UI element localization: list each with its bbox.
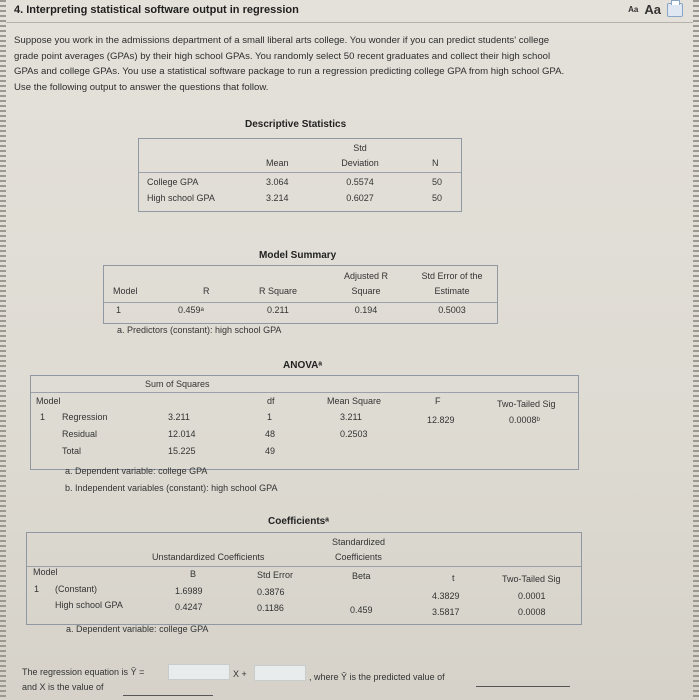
coef-row-sig: 0.0001 (518, 591, 546, 601)
coef-row-t: 3.5817 (432, 607, 460, 617)
anova-row-df: 49 (265, 446, 276, 456)
coef-row-b: 1.6989 (175, 586, 203, 596)
left-border-dots (0, 0, 6, 700)
desc-row-mean: 3.214 (266, 193, 289, 203)
x-value-blank[interactable] (123, 695, 213, 696)
coefficients-divider (27, 566, 581, 567)
anova-row-df: 48 (265, 429, 276, 439)
ms-header-std-error: Std Error of the (421, 271, 483, 281)
coef-header-model: Model (33, 567, 58, 577)
anova-row-ss: 3.211 (168, 412, 190, 422)
equation-x-plus: X + (233, 669, 247, 679)
model-summary-title: Model Summary (259, 250, 337, 261)
desc-header-n: N (432, 158, 439, 168)
ms-header-r: R (203, 286, 210, 296)
print-icon[interactable] (667, 3, 683, 17)
coef-header-sig: Two-Tailed Sig (502, 574, 561, 584)
text-size-large-button[interactable]: Aa (644, 2, 661, 17)
text-size-small-button[interactable]: Aa (628, 5, 639, 14)
ms-note: a. Predictors (constant): high school GPA (117, 325, 282, 335)
ms-header-estimate: Estimate (434, 286, 470, 296)
anova-header-sig: Two-Tailed Sig (497, 399, 556, 409)
coef-row-std-error: 0.3876 (257, 587, 285, 597)
desc-header-mean: Mean (266, 158, 289, 168)
anova-header-ss: Sum of Squares (145, 379, 210, 389)
anova-note-a: a. Dependent variable: college GPA (65, 466, 208, 476)
coef-header-unstandardized: Unstandardized Coefficients (152, 552, 265, 562)
anova-row-sig: 0.0008ᵇ (509, 415, 540, 425)
ms-row-r-square: 0.211 (267, 305, 289, 315)
coef-header-standardized: Standardized (332, 537, 386, 547)
slope-answer-field[interactable] (168, 664, 230, 680)
coef-header-std-error: Std Error (257, 570, 294, 580)
ms-row-adjusted: 0.194 (354, 305, 378, 315)
ms-header-adjusted: Adjusted R (343, 271, 389, 281)
equation-lead: The regression equation is Ŷ = (22, 667, 145, 677)
anova-header-f: F (435, 396, 441, 406)
anova-model-number: 1 (40, 412, 46, 422)
anova-header-model: Model (36, 396, 61, 406)
anova-row-label: Total (62, 446, 82, 456)
ms-header-model: Model (113, 286, 138, 296)
intercept-answer-field[interactable] (254, 665, 306, 681)
desc-row-mean: 3.064 (266, 177, 289, 187)
anova-title: ANOVAᵃ (283, 360, 323, 371)
coef-header-beta: Beta (352, 571, 371, 581)
anova-header-df: df (267, 396, 275, 406)
anova-row-ss: 15.225 (168, 446, 196, 456)
desc-row-sd: 0.5574 (346, 177, 374, 187)
anova-table (30, 375, 579, 470)
coef-row-sig: 0.0008 (518, 607, 546, 617)
coef-header-coefficients: Coefficients (335, 552, 382, 562)
descriptive-title: Descriptive Statistics (245, 119, 347, 130)
coef-row-t: 4.3829 (432, 591, 460, 601)
equation-where: , where Ŷ is the predicted value of (309, 672, 445, 682)
ms-header-r-square: R Square (259, 286, 298, 296)
ms-row-std-error: 0.5003 (438, 305, 466, 315)
question-header (6, 0, 693, 23)
coef-row-label: High school GPA (55, 600, 123, 610)
anova-row-ss: 12.014 (168, 429, 196, 439)
model-summary-divider (104, 302, 497, 303)
coef-note: a. Dependent variable: college GPA (66, 624, 209, 634)
desc-row-label: College GPA (147, 177, 199, 187)
question-intro: Suppose you work in the admissions department of a small liberal arts college. You wonder if you can predict students' college grade point averages (GPAs) by their high school GPAs. You randomly select 50 recent graduates and collect their high school GPAs and college GPAs. You use a statistical software package to run a regression predicting college GPA from high school GPA. Use the following output to answer the questions that follow. (14, 35, 565, 93)
anova-row-f: 12.829 (427, 415, 455, 425)
predicted-value-blank[interactable] (476, 686, 570, 687)
header-tools (628, 2, 683, 17)
right-border-dots (693, 0, 699, 700)
ms-header-adjusted-square: Square (351, 286, 381, 296)
desc-row-n: 50 (432, 193, 443, 203)
coefficients-title: Coefficientsᵃ (268, 516, 330, 527)
anova-divider (31, 392, 578, 393)
coef-header-t: t (452, 573, 455, 583)
coef-row-b: 0.4247 (175, 602, 203, 612)
anova-row-ms: 0.2503 (340, 429, 368, 439)
desc-header-std: Std (353, 143, 367, 153)
coef-model-number: 1 (34, 584, 40, 594)
ms-row-r: 0.459ᵃ (178, 305, 204, 315)
anova-row-label: Residual (62, 429, 98, 439)
equation-and-x: and X is the value of (22, 682, 104, 692)
anova-row-ms: 3.211 (340, 412, 362, 422)
anova-row-label: Regression (62, 412, 108, 422)
coefficients-table (26, 532, 582, 625)
coef-row-beta: 0.459 (350, 605, 373, 615)
desc-header-deviation: Deviation (341, 158, 379, 168)
coef-row-label: (Constant) (55, 584, 98, 594)
anova-note-b: b. Independent variables (constant): high school GPA (65, 483, 278, 493)
desc-row-label: High school GPA (147, 193, 215, 203)
ms-row-model: 1 (116, 305, 122, 315)
coef-row-std-error: 0.1186 (257, 603, 284, 613)
desc-row-sd: 0.6027 (346, 193, 374, 203)
anova-row-df: 1 (267, 412, 273, 422)
anova-header-ms: Mean Square (327, 396, 382, 406)
question-title: 4. Interpreting statistical software output in regression (14, 4, 299, 16)
coef-header-b: B (190, 569, 197, 579)
descriptive-divider (139, 172, 461, 173)
desc-row-n: 50 (432, 177, 443, 187)
